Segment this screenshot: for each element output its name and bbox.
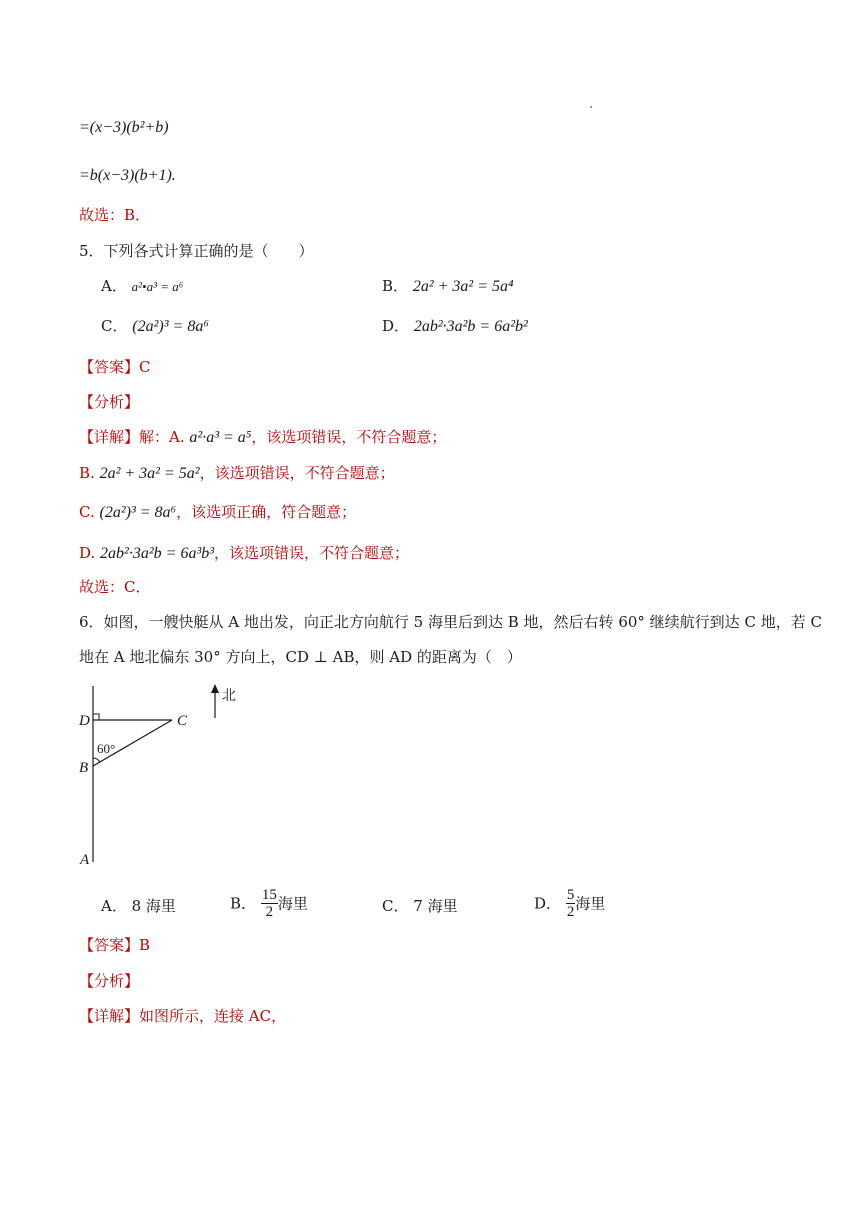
point-d-label: D	[79, 713, 90, 729]
q5-option-b-label: B．	[382, 277, 409, 295]
q5-stem: 5．下列各式计算正确的是（ ）	[79, 242, 314, 260]
answer-value: B	[139, 936, 151, 954]
q6-detail	[79, 1005, 286, 1027]
q6-detail-text: 如图所示，连接 AC，	[139, 1007, 287, 1025]
q6-analysis-tag: 【分析】	[79, 972, 140, 990]
q6-option-b-fraction	[261, 887, 278, 920]
detail-d-comment: ，该选项错误，不符合题意；	[214, 544, 410, 562]
q6-option-d-fraction	[566, 887, 576, 920]
q5-option-d-expr: 2ab²·3a²b = 6a²b²	[413, 318, 528, 335]
q6-option-a	[101, 895, 176, 917]
angle-label: 60°	[97, 741, 116, 756]
q5-detail-b	[79, 462, 395, 485]
q5-option-b	[382, 275, 514, 298]
q5-option-c-label: C．	[101, 317, 128, 335]
q6-option-d-label: D．	[534, 894, 562, 913]
scan-dot	[590, 106, 592, 108]
detail-a-comment: ，该选项错误，不符合题意；	[251, 428, 447, 446]
point-b-label: B	[79, 760, 89, 776]
q6-option-c-label: C．	[382, 897, 409, 915]
q6-option-a-text: 8 海里	[131, 897, 176, 915]
q6-option-b-numerator: 15	[261, 887, 277, 903]
q5-answer	[79, 356, 151, 378]
q5-option-a-expr: a²•a³ = a⁶	[131, 279, 184, 294]
prev-choice: 故选：B．	[79, 206, 151, 224]
q6-option-a-label: A．	[101, 897, 127, 915]
point-a-label: A	[80, 852, 90, 868]
q6-option-d-denominator: 2	[566, 904, 575, 920]
solution-line-2: =b(x−3)(b+1).	[79, 167, 176, 184]
q6-stem-line-1: 6．如图，一艘快艇从 A 地出发，向正北方向航行 5 海里后到达 B 地，然后右转 60° 继续航行到达 C 地，若 C	[79, 613, 822, 631]
q5-option-c-expr: (2a²)³ = 8a⁶	[132, 318, 209, 335]
detail-tag: 【详解】	[79, 1007, 140, 1025]
q5-option-b-expr: 2a² + 3a² = 5a⁴	[412, 278, 514, 295]
detail-b-expr: 2a² + 3a² = 5a²	[99, 465, 200, 482]
q5-option-d	[382, 315, 528, 338]
q6-figure	[70, 678, 250, 868]
solution-line-1: =(x−3)(b²+b)	[79, 119, 169, 136]
q5-option-a-label: A．	[101, 277, 127, 295]
detail-intro: 解：A.	[139, 428, 185, 446]
detail-b-comment: ，该选项错误，不符合题意；	[199, 464, 395, 482]
q6-option-c-text: 7 海里	[413, 897, 458, 915]
detail-c-expr: (2a²)³ = 8a⁶	[99, 504, 177, 521]
north-label: 北	[222, 688, 236, 704]
answer-value: C	[139, 358, 151, 376]
q5-detail-a	[79, 426, 446, 449]
q6-option-d-text: 海里	[575, 894, 606, 913]
q5-option-d-label: D．	[382, 317, 410, 335]
q5-detail-d	[79, 542, 409, 565]
point-c-label: C	[177, 713, 188, 729]
detail-d-label: D.	[79, 544, 96, 562]
north-arrow-head	[211, 684, 219, 693]
q5-option-c	[101, 315, 209, 338]
q6-option-d-numerator: 5	[566, 887, 575, 903]
q5-analysis-tag: 【分析】	[79, 393, 140, 411]
right-angle-mark	[93, 714, 99, 720]
q6-option-b-label: B．	[230, 894, 257, 913]
q6-option-d	[534, 887, 605, 920]
answer-tag: 【答案】	[79, 358, 140, 376]
angle-arc	[93, 758, 100, 762]
q5-option-a	[101, 275, 183, 298]
detail-b-label: B.	[79, 464, 95, 482]
q6-option-c	[382, 895, 458, 917]
q5-detail-c	[79, 501, 356, 524]
q6-option-b-denominator: 2	[265, 904, 274, 920]
q6-answer	[79, 934, 150, 956]
q6-stem-line-2: 地在 A 地北偏东 30° 方向上，CD ⊥ AB，则 AD 的距离为（ ）	[79, 648, 522, 666]
q6-option-b	[230, 887, 308, 920]
answer-tag: 【答案】	[79, 936, 140, 954]
detail-tag: 【详解】	[79, 428, 140, 446]
q5-choice: 故选：C．	[79, 578, 151, 596]
detail-c-label: C.	[79, 503, 95, 521]
detail-d-expr: 2ab²·3a²b = 6a³b³	[100, 545, 215, 562]
detail-a-expr: a²·a³ = a⁵	[189, 429, 252, 446]
q6-option-b-text: 海里	[277, 894, 308, 913]
detail-c-comment: ，该选项正确，符合题意；	[176, 503, 357, 521]
